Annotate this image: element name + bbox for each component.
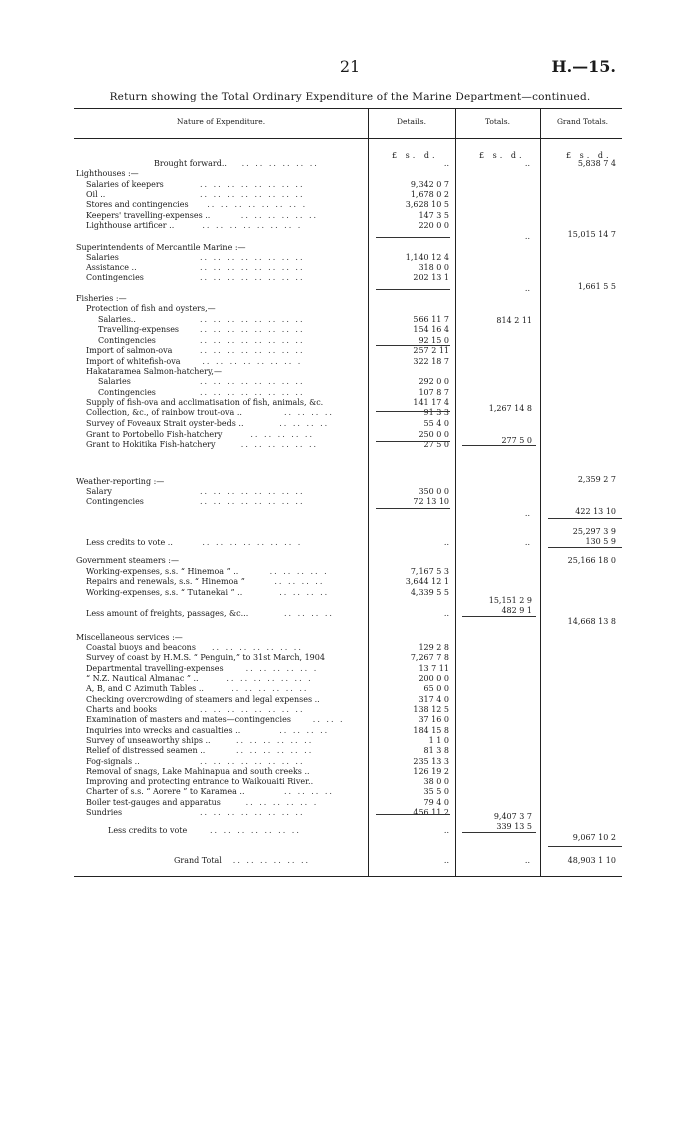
row-details-amount: 456 11 2 xyxy=(413,808,449,817)
row-details-amount: 65 0 0 xyxy=(423,684,449,693)
weather-totals-dots: .. xyxy=(524,509,530,518)
row-label: Sundries xyxy=(86,808,123,817)
row-label: Contingencies xyxy=(86,497,144,506)
row-label: Assistance .. xyxy=(86,263,137,272)
row-label: Grand Total xyxy=(174,856,222,865)
leader-dots: .. .. .. .. .. .. .. .. xyxy=(200,389,305,397)
row-label: Keepers' travelling-expenses .. xyxy=(86,211,211,220)
details-rule xyxy=(376,345,450,346)
currency-grand: £ s. d. xyxy=(566,151,612,160)
credits-grand: 130 5 9 xyxy=(585,537,616,546)
row-details-amount: 1,678 0 2 xyxy=(410,190,449,199)
page-code: H.—15. xyxy=(551,57,616,76)
totals-rule xyxy=(462,832,536,833)
row-label: Less credits to vote .. xyxy=(86,538,173,547)
leader-dots: .. .. .. .. .. .. .. .. xyxy=(200,706,305,714)
fisheries-subtotal-3: 277 5 0 xyxy=(501,436,532,445)
row-label: Salaries of keepers xyxy=(86,180,164,189)
leader-dots: .. .. .. .. .. .. xyxy=(236,747,314,755)
leader-dots: .. .. .. .. .. .. .. .. xyxy=(200,326,305,334)
leader-dots: .. .. .. .. .. xyxy=(250,431,314,439)
steamers-grand-total: 14,668 13 8 xyxy=(567,617,616,626)
row-label: Grant to Portobello Fish-hatchery xyxy=(86,430,223,439)
leader-dots: .. .. .. .. xyxy=(284,610,334,618)
row-label: Survey of unseaworthy ships .. xyxy=(86,736,211,745)
row-label: Government steamers :— xyxy=(76,556,179,565)
totals-rule xyxy=(462,616,536,617)
misc-credits-total: 339 13 5 xyxy=(496,822,532,831)
row-details-amount: .. xyxy=(443,609,449,618)
leader-dots: .. .. .. .. .. .. .. .. xyxy=(200,347,305,355)
row-label: Salaries.. xyxy=(98,315,136,324)
row-details-amount: 322 18 7 xyxy=(413,357,449,366)
leader-dots: .. .. .. .. .. .. xyxy=(240,212,319,220)
row-details-amount: 37 16 0 xyxy=(418,715,449,724)
leader-dots: .. .. .. .. .. .. .. .. xyxy=(200,191,305,199)
leader-dots: .. .. .. .. .. .. .. .. xyxy=(200,264,305,272)
row-details-amount: 350 0 0 xyxy=(418,487,449,496)
leader-dots: .. .. .. .. .. .. .. .. xyxy=(200,809,305,817)
grand-rule xyxy=(548,518,622,519)
row-label: Checking overcrowding of steamers and legal expenses .. xyxy=(86,695,320,704)
table-bottom-rule xyxy=(74,876,622,877)
leader-dots: .. .. .. .. .. .. .. . xyxy=(202,358,303,366)
header-totals: Totals. xyxy=(484,117,511,126)
leader-dots: .. .. .. .. xyxy=(279,727,330,735)
leader-dots: .. .. .. .. .. .. .. .. xyxy=(200,274,305,282)
column-divider-grand xyxy=(540,108,541,876)
row-details-amount: 154 16 4 xyxy=(413,325,449,334)
row-details-amount: 13 7 11 xyxy=(418,664,449,673)
row-label: Examination of masters and mates—contingencies xyxy=(86,715,291,724)
row-grand-amount: 48,903 1 10 xyxy=(567,856,616,865)
row-label: Brought forward.. xyxy=(154,159,227,168)
header-nature: Nature of Expenditure. xyxy=(176,117,266,126)
row-label: Hakataramea Salmon-hatchery,— xyxy=(86,367,222,376)
row-details-amount: 202 13 1 xyxy=(413,273,449,282)
weather-grand-total: 422 13 10 xyxy=(575,507,616,516)
leader-dots: .. .. .. .. .. .. .. .. xyxy=(200,498,305,506)
totals-rule xyxy=(462,445,536,446)
row-label: Relief of distressed seamen .. xyxy=(86,746,206,755)
row-details-amount: .. xyxy=(443,538,449,547)
leader-dots: .. .. .. .. .. .. .. .. xyxy=(200,181,305,189)
row-label: Salaries xyxy=(86,253,119,262)
row-details-amount: 91 3 3 xyxy=(423,408,449,417)
row-label: Working-expenses, s.s. “ Hinemoa ” .. xyxy=(86,567,239,576)
row-totals-amount: .. xyxy=(524,538,530,547)
leader-dots: .. .. .. .. .. .. .. . xyxy=(202,539,303,547)
row-details-amount: 27 5 0 xyxy=(423,440,449,449)
row-details-amount: 126 19 2 xyxy=(413,767,449,776)
row-details-amount: 1,140 12 4 xyxy=(405,253,449,262)
leader-dots: .. .. .. .. xyxy=(279,420,330,428)
page-title: Return showing the Total Ordinary Expenditure of the Marine Department—continued. xyxy=(109,91,591,103)
details-rule xyxy=(376,814,450,815)
details-rule xyxy=(376,508,450,509)
details-rule xyxy=(376,237,450,238)
leader-dots: .. .. .. .. .. .. .. .. xyxy=(200,488,305,496)
row-label: Lighthouse artificer .. xyxy=(86,221,175,230)
header-details: Details. xyxy=(397,117,426,126)
header-grand-totals: Grand Totals. xyxy=(556,117,609,126)
leader-dots: .. .. .. .. . xyxy=(269,568,329,576)
leader-dots: .. .. .. .. .. .. .. . xyxy=(202,222,303,230)
row-details-amount: 3,644 12 1 xyxy=(405,577,449,586)
leader-dots: .. .. .. .. .. . xyxy=(245,799,319,807)
row-label: Collection, &c., of rainbow trout-ova .. xyxy=(86,408,242,417)
leader-dots: .. .. .. .. xyxy=(274,578,325,586)
grand-rule xyxy=(548,846,622,847)
subtotal-grand: 25,297 3 9 xyxy=(572,527,616,536)
fisheries-subtotal-2: 1,267 14 8 xyxy=(488,404,532,413)
row-details-amount: .. xyxy=(443,826,449,835)
row-label: Inquiries into wrecks and casualties .. xyxy=(86,726,241,735)
misc-total: 9,407 3 7 xyxy=(493,812,532,821)
row-label: Survey of Foveaux Strait oyster-beds .. xyxy=(86,419,244,428)
row-label: Lighthouses :— xyxy=(76,169,139,178)
leader-dots: .. .. .. .. .. .. .. .. xyxy=(200,254,305,262)
leader-dots: .. .. .. .. .. .. xyxy=(236,737,314,745)
row-totals-amount: .. xyxy=(524,856,530,865)
row-label: Superintendents of Mercantile Marine :— xyxy=(76,243,246,252)
row-details-amount: 79 4 0 xyxy=(423,798,449,807)
leader-dots: .. .. .. .. .. . xyxy=(245,665,319,673)
leader-dots: .. .. . xyxy=(312,716,345,724)
row-details-amount: 184 15 8 xyxy=(413,726,449,735)
row-details-amount: 4,339 5 5 xyxy=(410,588,449,597)
currency-details: £ s. d. xyxy=(392,151,438,160)
page-number: 21 xyxy=(339,57,361,76)
steamers-total: 15,151 2 9 xyxy=(488,596,532,605)
row-label: Charter of s.s. “ Aorere ” to Karamea .. xyxy=(86,787,245,796)
details-rule xyxy=(376,289,450,290)
row-label: Import of salmon-ova xyxy=(86,346,173,355)
row-label: Import of whitefish-ova xyxy=(86,357,181,366)
mercantile-grand-total: 1,661 5 5 xyxy=(577,282,616,291)
row-label: Contingencies xyxy=(98,388,156,397)
leader-dots: .. .. .. .. xyxy=(279,589,330,597)
leader-dots: .. .. .. .. .. .. .. xyxy=(212,644,303,652)
row-details-amount: 3,628 10 5 xyxy=(405,200,449,209)
row-label: “ N.Z. Nautical Almanac ” .. xyxy=(86,674,199,683)
currency-totals: £ s. d. xyxy=(479,151,525,160)
row-details-amount: 72 13 10 xyxy=(413,497,449,506)
lighthouses-grand-total: 15,015 14 7 xyxy=(567,230,616,239)
row-grand-amount: 5,838 7 4 xyxy=(577,159,616,168)
row-details-amount: 200 0 0 xyxy=(418,674,449,683)
mercantile-totals-dots: .. xyxy=(524,284,530,293)
row-label: Supply of fish-ova and acclimatisation of fish, animals, &c. xyxy=(86,398,324,407)
row-details-amount: 107 8 7 xyxy=(418,388,449,397)
column-divider-totals xyxy=(455,108,456,876)
leader-dots: .. .. .. .. xyxy=(284,409,334,417)
row-label: Travelling-expenses xyxy=(98,325,180,334)
row-details-amount: 235 13 3 xyxy=(413,757,449,766)
row-label: Less amount of freights, passages, &c... xyxy=(86,609,249,618)
leader-dots: .. .. .. .. .. .. .. . xyxy=(207,201,308,209)
row-label: Salary xyxy=(86,487,112,496)
row-label: Contingencies xyxy=(98,336,156,345)
leader-dots: .. .. .. .. .. .. . xyxy=(226,675,313,683)
row-details-amount: 257 2 11 xyxy=(413,346,449,355)
fisheries-subtotal-1: 814 2 11 xyxy=(496,316,532,325)
leader-dots: .. .. .. .. .. .. .. xyxy=(210,827,301,835)
row-label: Less credits to vote xyxy=(108,826,188,835)
row-details-amount: 129 2 8 xyxy=(418,643,449,652)
row-label: Miscellaneous services :— xyxy=(76,633,183,642)
row-label: Departmental travelling-expenses xyxy=(86,664,224,673)
fisheries-grand-total: 2,359 2 7 xyxy=(577,475,616,484)
leader-dots: .. .. .. .. .. .. .. .. xyxy=(200,758,305,766)
leader-dots: .. .. .. .. .. .. .. .. xyxy=(200,378,305,386)
row-details-amount: 38 0 0 xyxy=(423,777,449,786)
row-label: Charts and books xyxy=(86,705,158,714)
row-label: Repairs and renewals, s.s. “ Hinemoa ” xyxy=(86,577,245,586)
after-credits-grand: 25,166 18 0 xyxy=(567,556,616,565)
row-details-amount: 317 4 0 xyxy=(418,695,449,704)
row-details-amount: 35 5 0 xyxy=(423,787,449,796)
leader-dots: .. .. .. .. .. .. xyxy=(231,685,309,693)
row-details-amount: 250 0 0 xyxy=(418,430,449,439)
lighthouses-totals-dots: .. xyxy=(524,232,530,241)
row-label: Stores and contingencies xyxy=(86,200,189,209)
leader-dots: .. .. .. .. .. .. .. .. xyxy=(200,337,305,345)
row-details-amount: 92 15 0 xyxy=(418,336,449,345)
row-details-amount: 318 0 0 xyxy=(418,263,449,272)
row-details-amount: 566 11 7 xyxy=(413,315,449,324)
leader-dots: .. .. .. .. .. .. xyxy=(232,857,311,865)
row-label: Salaries xyxy=(98,377,131,386)
column-divider-details xyxy=(368,108,369,876)
row-label: Improving and protecting entrance to Waikouaiti River.. xyxy=(86,777,314,786)
row-label: Fisheries :— xyxy=(76,294,127,303)
details-rule xyxy=(376,441,450,442)
leader-dots: .. .. .. .. .. .. xyxy=(241,160,319,168)
row-details-amount: 55 4 0 xyxy=(423,419,449,428)
row-details-amount: 7,167 5 3 xyxy=(410,567,449,576)
row-details-amount: 9,342 0 7 xyxy=(410,180,449,189)
row-details-amount: 81 3 8 xyxy=(423,746,449,755)
row-label: Fog-signals .. xyxy=(86,757,140,766)
details-rule xyxy=(376,411,450,412)
row-label: A, B, and C Azimuth Tables .. xyxy=(86,684,204,693)
leader-dots: .. .. .. .. xyxy=(284,788,334,796)
row-label: Survey of coast by H.M.S. “ Penguin,” to 31st March, 1904 xyxy=(86,653,325,662)
row-label: Coastal buoys and beacons xyxy=(86,643,196,652)
row-details-amount: 147 3 5 xyxy=(418,211,449,220)
row-details-amount: 141 17 4 xyxy=(413,398,449,407)
row-label: Weather-reporting :— xyxy=(76,477,165,486)
row-totals-amount: .. xyxy=(524,159,530,168)
misc-grand-total: 9,067 10 2 xyxy=(572,833,616,842)
row-details-amount: 1 1 0 xyxy=(428,736,449,745)
leader-dots: .. .. .. .. .. .. xyxy=(240,441,319,449)
row-details-amount: 292 0 0 xyxy=(418,377,449,386)
freights-total: 482 9 1 xyxy=(501,606,532,615)
row-label: Oil .. xyxy=(86,190,106,199)
row-label: Protection of fish and oysters,— xyxy=(86,304,216,313)
row-label: Boiler test-gauges and apparatus xyxy=(86,798,221,807)
row-details-amount: .. xyxy=(443,159,449,168)
row-details-amount: .. xyxy=(443,856,449,865)
row-details-amount: 7,267 7 8 xyxy=(410,653,449,662)
row-details-amount: 138 12 5 xyxy=(413,705,449,714)
row-label: Working-expenses, s.s. “ Tutanekai ” .. xyxy=(86,588,243,597)
row-label: Grant to Hokitika Fish-hatchery xyxy=(86,440,216,449)
grand-rule xyxy=(548,547,622,548)
row-details-amount: 220 0 0 xyxy=(418,221,449,230)
row-label: Removal of snags, Lake Mahinapua and south creeks .. xyxy=(86,767,310,776)
leader-dots: .. .. .. .. .. .. .. .. xyxy=(200,316,305,324)
row-label: Contingencies xyxy=(86,273,144,282)
